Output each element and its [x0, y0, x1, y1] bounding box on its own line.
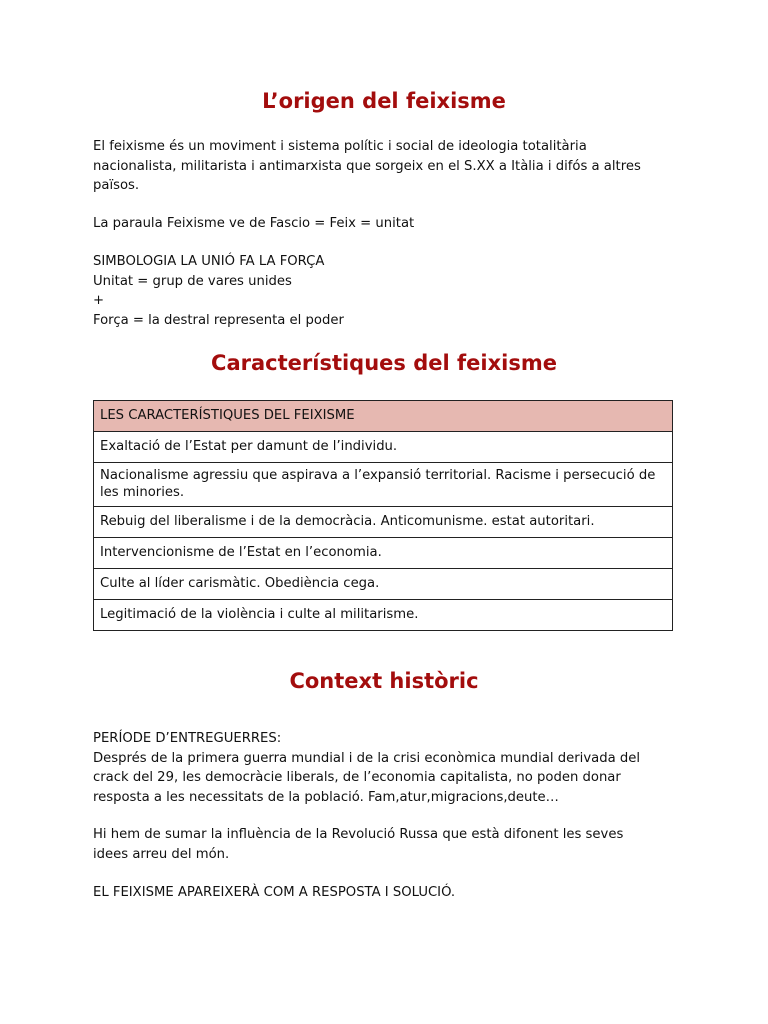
influence-paragraph	[93, 825, 683, 864]
table-header-cell: LES CARACTERÍSTIQUES DEL FEIXISME	[94, 401, 673, 432]
heading-origin: L’origen del feixisme	[262, 89, 506, 113]
table-row	[94, 538, 673, 569]
text-line: nacionalista, militarista i antimarxista que sorgeix en el S.XX a Itàlia i difós a altres	[93, 158, 641, 174]
table-row	[94, 432, 673, 463]
heading-context: Context històric	[289, 669, 479, 693]
text-line: resposta a les necessitats de la població. Fam,atur,migracions,deute…	[93, 789, 559, 805]
text-line: +	[93, 293, 105, 308]
text-line: SIMBOLOGIA LA UNIÓ FA LA FORÇA	[93, 254, 325, 269]
conclusion-paragraph	[93, 883, 683, 903]
text-line: PERÍODE D’ENTREGUERRES:	[93, 731, 282, 746]
period-paragraph	[93, 729, 683, 807]
text-line: Després de la primera guerra mundial i de la crisi econòmica mundial derivada del	[93, 750, 641, 766]
text-line: països.	[93, 178, 140, 193]
table-row	[94, 600, 673, 631]
table-row	[94, 463, 673, 507]
heading-characteristics: Característiques del feixisme	[211, 351, 557, 375]
text-line: La paraula Feixisme ve de Fascio = Feix = unitat	[93, 216, 415, 231]
table-header-row	[94, 401, 673, 432]
text-line: EL FEIXISME APAREIXERÀ COM A RESPOSTA I SOLUCIÓ.	[93, 885, 456, 900]
table-cell: Nacionalisme agressiu que aspirava a l’expansió territorial. Racisme i persecució de les minories.	[94, 463, 673, 507]
table-row	[94, 507, 673, 538]
intro-paragraph	[93, 137, 683, 196]
table-cell: Culte al líder carismàtic. Obediència cega.	[94, 569, 673, 600]
table-cell: Intervencionisme de l’Estat en l’economia.	[94, 538, 673, 569]
text-line: idees arreu del món.	[93, 846, 230, 862]
table-row	[94, 569, 673, 600]
table-cell: Exaltació de l’Estat per damunt de l’individu.	[94, 432, 673, 463]
text-line: Unitat = grup de vares unides	[93, 273, 292, 289]
table-cell: Rebuig del liberalisme i de la democràcia. Anticomunisme. estat autoritari.	[94, 507, 673, 538]
text-line: El feixisme és un moviment i sistema polític i social de ideologia totalitària	[93, 139, 587, 154]
characteristics-table	[93, 400, 673, 631]
text-line: Força = la destral representa el poder	[93, 312, 344, 328]
symbolism-paragraph	[93, 252, 683, 330]
word-origin-paragraph	[93, 214, 683, 234]
text-line: crack del 29, les democràcie liberals, de l’economia capitalista, no poden donar	[93, 770, 621, 785]
text-line: Hi hem de sumar la influència de la Revolució Russa que està difonent les seves	[93, 827, 624, 842]
table-cell: Legitimació de la violència i culte al militarisme.	[94, 600, 673, 631]
